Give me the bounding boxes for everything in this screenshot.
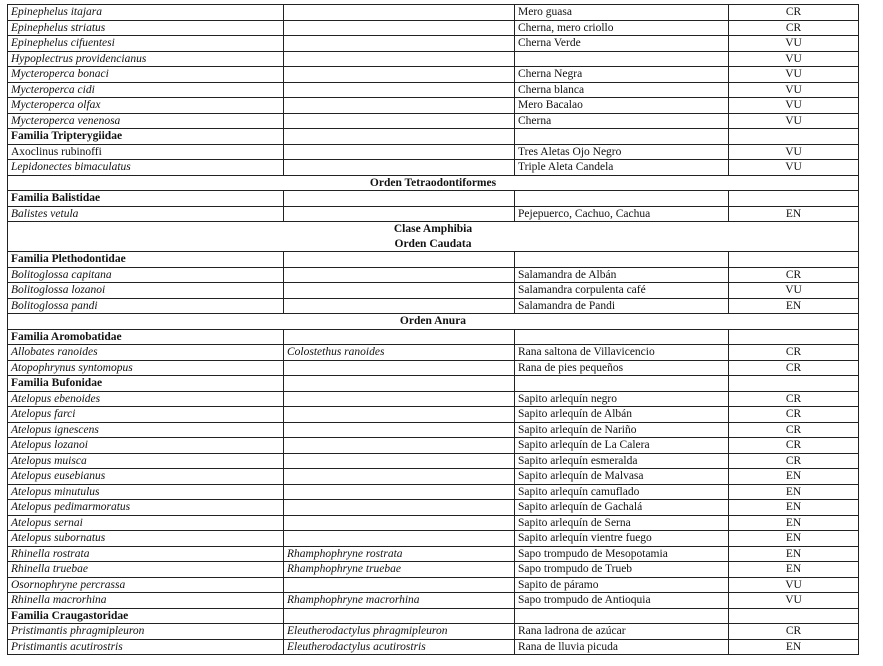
synonym (284, 484, 515, 500)
scientific-name: Mycteroperca cidi (8, 82, 284, 98)
scientific-name: Osornophryne percrassa (8, 577, 284, 593)
family-row (8, 608, 859, 624)
synonym (284, 407, 515, 423)
threat-status: EN (729, 484, 859, 500)
scientific-name: Epinephelus cifuentesi (8, 36, 284, 52)
common-name: Cherna Negra (515, 67, 729, 83)
species-row (8, 144, 859, 160)
synonym (284, 283, 515, 299)
empty-cell (515, 376, 729, 392)
common-name: Sapito arlequín de Serna (515, 515, 729, 531)
threat-status: CR (729, 5, 859, 21)
species-row (8, 469, 859, 485)
common-name: Cherna (515, 113, 729, 129)
synonym: Eleutherodactylus acutirostris (284, 639, 515, 655)
species-row (8, 500, 859, 516)
synonym (284, 51, 515, 67)
synonym (284, 500, 515, 516)
common-name: Sapo trompudo de Antioquia (515, 593, 729, 609)
common-name: Cherna, mero criollo (515, 20, 729, 36)
common-name: Sapito arlequín de Albán (515, 407, 729, 423)
threat-status: EN (729, 206, 859, 222)
scientific-name: Atopophrynus syntomopus (8, 360, 284, 376)
common-name: Sapito arlequín de La Calera (515, 438, 729, 454)
empty-cell (515, 608, 729, 624)
synonym (284, 5, 515, 21)
family-name: Familia Plethodontidae (8, 252, 284, 268)
threat-status: VU (729, 283, 859, 299)
order-name: Orden Anura (8, 314, 859, 330)
species-row (8, 391, 859, 407)
synonym (284, 267, 515, 283)
synonym (284, 577, 515, 593)
threat-status: CR (729, 360, 859, 376)
common-name: Sapito arlequín negro (515, 391, 729, 407)
family-row (8, 252, 859, 268)
common-name: Sapo trompudo de Trueb (515, 562, 729, 578)
empty-cell (729, 608, 859, 624)
scientific-name: Allobates ranoides (8, 345, 284, 361)
threat-status: EN (729, 531, 859, 547)
common-name: Mero Bacalao (515, 98, 729, 114)
synonym (284, 82, 515, 98)
synonym (284, 206, 515, 222)
synonym (284, 20, 515, 36)
empty-cell (284, 252, 515, 268)
synonym (284, 422, 515, 438)
class-order-heading (8, 222, 859, 252)
family-name: Familia Craugastoridae (8, 608, 284, 624)
species-row (8, 5, 859, 21)
scientific-name: Atelopus lozanoi (8, 438, 284, 454)
scientific-name: Lepidonectes bimaculatus (8, 160, 284, 176)
species-table-body (8, 5, 859, 655)
threat-status: EN (729, 546, 859, 562)
scientific-name: Mycteroperca olfax (8, 98, 284, 114)
empty-cell (515, 129, 729, 145)
species-row (8, 562, 859, 578)
species-row (8, 298, 859, 314)
species-row (8, 546, 859, 562)
species-row (8, 422, 859, 438)
scientific-name: Mycteroperca venenosa (8, 113, 284, 129)
threat-status: CR (729, 453, 859, 469)
synonym (284, 360, 515, 376)
threat-status: CR (729, 391, 859, 407)
scientific-name: Pristimantis acutirostris (8, 639, 284, 655)
synonym (284, 160, 515, 176)
common-name: Sapito arlequín de Gachalá (515, 500, 729, 516)
scientific-name: Rhinella rostrata (8, 546, 284, 562)
species-row (8, 453, 859, 469)
synonym (284, 98, 515, 114)
threat-status: CR (729, 422, 859, 438)
common-name: Sapito arlequín vientre fuego (515, 531, 729, 547)
scientific-name: Epinephelus itajara (8, 5, 284, 21)
empty-cell (515, 252, 729, 268)
species-table (7, 4, 859, 655)
species-row (8, 82, 859, 98)
scientific-name: Rhinella truebae (8, 562, 284, 578)
scientific-name: Axoclinus rubinoffi (8, 144, 284, 160)
threat-status: CR (729, 624, 859, 640)
synonym (284, 298, 515, 314)
family-name: Familia Aromobatidae (8, 329, 284, 345)
species-row (8, 531, 859, 547)
threat-status: EN (729, 469, 859, 485)
synonym: Rhamphophryne truebae (284, 562, 515, 578)
common-name: Salamandra corpulenta café (515, 283, 729, 299)
scientific-name: Atelopus subornatus (8, 531, 284, 547)
synonym: Rhamphophryne rostrata (284, 546, 515, 562)
family-row (8, 329, 859, 345)
scientific-name: Bolitoglossa lozanoi (8, 283, 284, 299)
common-name: Sapito arlequín de Nariño (515, 422, 729, 438)
empty-cell (729, 329, 859, 345)
species-row (8, 438, 859, 454)
threat-status: EN (729, 639, 859, 655)
scientific-name: Atelopus pedimarmoratus (8, 500, 284, 516)
order-name: Orden Caudata (394, 237, 472, 250)
common-name: Cherna blanca (515, 82, 729, 98)
species-row (8, 577, 859, 593)
order-row (8, 314, 859, 330)
common-name: Sapito arlequín camuflado (515, 484, 729, 500)
family-row (8, 376, 859, 392)
threat-status: VU (729, 51, 859, 67)
species-row (8, 160, 859, 176)
scientific-name: Atelopus muisca (8, 453, 284, 469)
threat-status: CR (729, 345, 859, 361)
synonym: Rhamphophryne macrorhina (284, 593, 515, 609)
threat-status: VU (729, 144, 859, 160)
threat-status: CR (729, 20, 859, 36)
scientific-name: Atelopus ebenoides (8, 391, 284, 407)
common-name: Rana ladrona de azúcar (515, 624, 729, 640)
scientific-name: Balistes vetula (8, 206, 284, 222)
threat-status: VU (729, 36, 859, 52)
species-row (8, 515, 859, 531)
family-name: Familia Tripterygiidae (8, 129, 284, 145)
common-name: Salamandra de Pandi (515, 298, 729, 314)
order-name: Orden Tetraodontiformes (8, 175, 859, 191)
synonym (284, 144, 515, 160)
synonym (284, 438, 515, 454)
common-name: Sapito arlequín esmeralda (515, 453, 729, 469)
common-name: Rana de pies pequeños (515, 360, 729, 376)
threat-status: VU (729, 160, 859, 176)
threat-status: EN (729, 500, 859, 516)
threat-status: VU (729, 113, 859, 129)
empty-cell (284, 376, 515, 392)
threat-status: EN (729, 562, 859, 578)
empty-cell (729, 252, 859, 268)
threat-status: VU (729, 577, 859, 593)
common-name: Rana de lluvia picuda (515, 639, 729, 655)
synonym: Colostethus ranoides (284, 345, 515, 361)
synonym (284, 453, 515, 469)
species-row (8, 624, 859, 640)
order-row (8, 175, 859, 191)
synonym (284, 531, 515, 547)
species-row (8, 407, 859, 423)
synonym (284, 469, 515, 485)
synonym (284, 391, 515, 407)
common-name: Rana saltona de Villavicencio (515, 345, 729, 361)
species-row (8, 639, 859, 655)
synonym: Eleutherodactylus phragmipleuron (284, 624, 515, 640)
scientific-name: Atelopus eusebianus (8, 469, 284, 485)
species-row (8, 206, 859, 222)
empty-cell (729, 376, 859, 392)
species-row (8, 51, 859, 67)
common-name: Tres Aletas Ojo Negro (515, 144, 729, 160)
common-name: Sapito arlequín de Malvasa (515, 469, 729, 485)
scientific-name: Epinephelus striatus (8, 20, 284, 36)
threat-status: VU (729, 593, 859, 609)
common-name (515, 51, 729, 67)
species-row (8, 345, 859, 361)
threat-status: EN (729, 298, 859, 314)
scientific-name: Atelopus sernai (8, 515, 284, 531)
class-name: Clase Amphibia (393, 223, 473, 235)
threat-status: CR (729, 407, 859, 423)
empty-cell (729, 191, 859, 207)
threat-status: CR (729, 438, 859, 454)
species-row (8, 113, 859, 129)
species-row (8, 283, 859, 299)
scientific-name: Mycteroperca bonaci (8, 67, 284, 83)
species-row (8, 593, 859, 609)
scientific-name: Bolitoglossa capitana (8, 267, 284, 283)
synonym (284, 113, 515, 129)
species-row (8, 484, 859, 500)
family-row (8, 129, 859, 145)
scientific-name: Atelopus minutulus (8, 484, 284, 500)
scientific-name: Rhinella macrorhina (8, 593, 284, 609)
threat-status: VU (729, 67, 859, 83)
family-row (8, 191, 859, 207)
species-row (8, 360, 859, 376)
empty-cell (515, 329, 729, 345)
threat-status: VU (729, 82, 859, 98)
class-order-row (8, 222, 859, 252)
common-name: Mero guasa (515, 5, 729, 21)
common-name: Cherna Verde (515, 36, 729, 52)
family-name: Familia Balistidae (8, 191, 284, 207)
species-row (8, 20, 859, 36)
synonym (284, 515, 515, 531)
empty-cell (284, 608, 515, 624)
empty-cell (515, 191, 729, 207)
empty-cell (284, 191, 515, 207)
synonym (284, 36, 515, 52)
species-row (8, 98, 859, 114)
scientific-name: Atelopus farci (8, 407, 284, 423)
scientific-name: Bolitoglossa pandi (8, 298, 284, 314)
common-name: Sapito de páramo (515, 577, 729, 593)
threat-status: CR (729, 267, 859, 283)
threat-status: EN (729, 515, 859, 531)
empty-cell (284, 129, 515, 145)
species-row (8, 67, 859, 83)
empty-cell (729, 129, 859, 145)
scientific-name: Hypoplectrus providencianus (8, 51, 284, 67)
scientific-name: Pristimantis phragmipleuron (8, 624, 284, 640)
scientific-name: Atelopus ignescens (8, 422, 284, 438)
species-row (8, 36, 859, 52)
family-name: Familia Bufonidae (8, 376, 284, 392)
empty-cell (284, 329, 515, 345)
common-name: Salamandra de Albán (515, 267, 729, 283)
common-name: Pejepuerco, Cachuo, Cachua (515, 206, 729, 222)
common-name: Sapo trompudo de Mesopotamia (515, 546, 729, 562)
common-name: Triple Aleta Candela (515, 160, 729, 176)
threat-status: VU (729, 98, 859, 114)
synonym (284, 67, 515, 83)
species-row (8, 267, 859, 283)
